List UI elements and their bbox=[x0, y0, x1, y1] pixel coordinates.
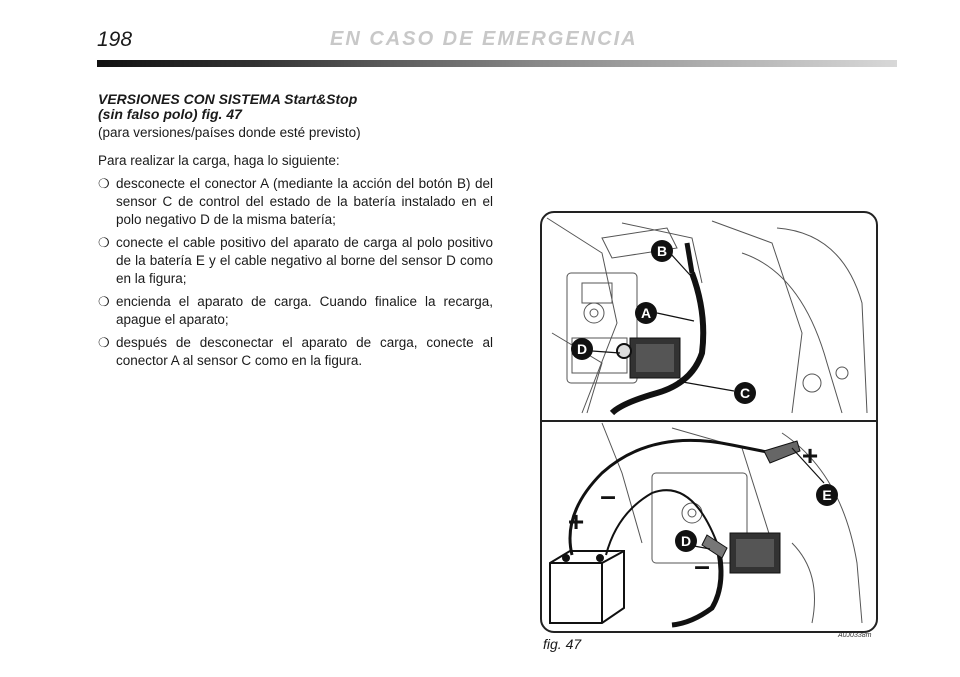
page-number: 198 bbox=[97, 28, 133, 51]
list-item bbox=[98, 293, 493, 329]
subnote: (para versiones/países donde esté previsto) bbox=[98, 125, 361, 140]
negative-cable bbox=[606, 490, 717, 555]
intro-text: Para realizar la carga, haga lo siguiente: bbox=[98, 153, 340, 168]
figure-47 bbox=[540, 211, 878, 633]
figure-code: A0J0338m bbox=[838, 632, 872, 639]
label-markers bbox=[568, 240, 838, 581]
steps-list bbox=[98, 175, 493, 370]
label-c: C bbox=[739, 385, 751, 401]
plus-sign-left: + bbox=[567, 506, 585, 537]
engine-bay-sketch-top bbox=[547, 218, 867, 413]
label-d-bottom: D bbox=[680, 533, 692, 549]
heading-line-1: VERSIONES CON SISTEMA Start&Stop bbox=[98, 91, 358, 107]
list-item bbox=[98, 175, 493, 229]
plus-sign-right: + bbox=[801, 440, 819, 471]
label-d-top: D bbox=[576, 341, 588, 357]
list-item bbox=[98, 234, 493, 288]
list-item bbox=[98, 334, 493, 370]
step-text: encienda el aparato de carga. Cuando finalice la recarga, apague el aparato; bbox=[116, 294, 493, 327]
bullet-icon: ❍ bbox=[98, 176, 110, 191]
figure-caption: fig. 47 bbox=[543, 636, 582, 652]
header-rule bbox=[97, 60, 897, 67]
battery-charger bbox=[550, 551, 624, 623]
battery-illustration bbox=[542, 213, 876, 631]
bullet-icon: ❍ bbox=[98, 294, 110, 309]
step-text: después de desconectar el aparato de carga, conecte al conector A al sensor C como en la figura. bbox=[116, 335, 493, 368]
heading-line-2: (sin falso polo) fig. 47 bbox=[98, 106, 242, 122]
minus-sign-mid: – bbox=[600, 480, 616, 511]
minus-sign-low: – bbox=[694, 550, 710, 581]
content-column bbox=[98, 92, 493, 375]
step-text: desconecte el conector A (mediante la acción del botón B) del sensor C de control del estado de la batería instalado en el polo negativo D de la misma batería; bbox=[116, 176, 493, 227]
engine-bay-sketch-bottom bbox=[602, 423, 862, 623]
label-b: B bbox=[656, 243, 668, 259]
bullet-icon: ❍ bbox=[98, 335, 110, 350]
section-title: EN CASO DE EMERGENCIA bbox=[330, 28, 638, 50]
step-text: conecte el cable positivo del aparato de carga al polo positivo de la batería E y el cable negativo al borne del sensor D como en la figura; bbox=[116, 235, 493, 286]
label-e: E bbox=[822, 487, 832, 503]
bullet-icon: ❍ bbox=[98, 235, 110, 250]
label-a: A bbox=[640, 305, 652, 321]
